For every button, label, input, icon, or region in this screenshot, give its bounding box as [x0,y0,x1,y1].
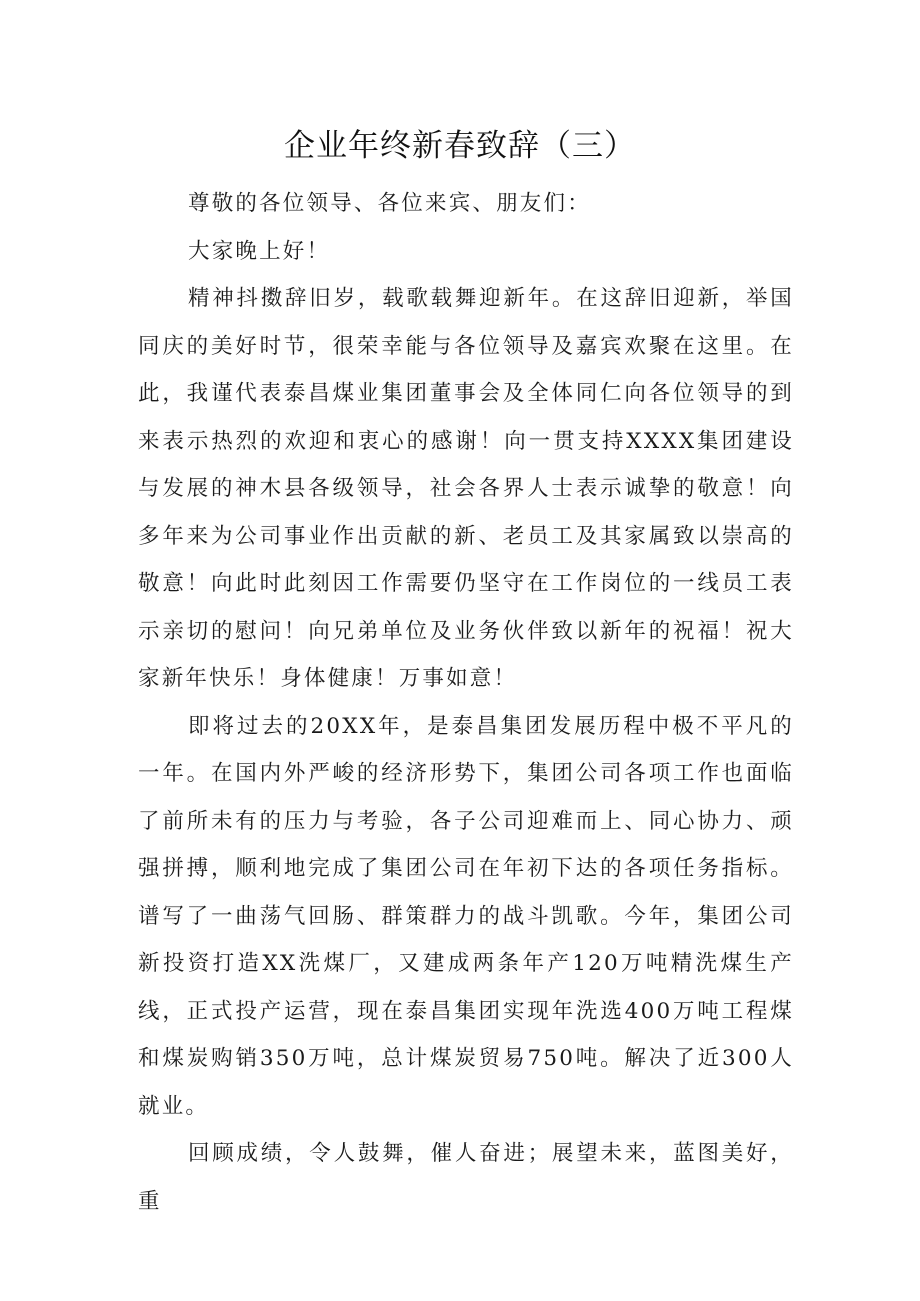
welcome-paragraph: 精神抖擞辞旧岁，载歌载舞迎新年。在这辞旧迎新，举国同庆的美好时节，很荣幸能与各位领导及嘉宾欢聚在这里。在此，我谨代表泰昌煤业集团董事会及全体同仁向各位领导的到来表示热烈的欢迎和衷心的感谢！向一贯支持XXXX集团建设与发展的神木县各级领导，社会各界人士表示诚挚的敬意！向多年来为公司事业作出贡献的新、老员工及其家属致以崇高的敬意！向此时此刻因工作需要仍坚守在工作岗位的一线员工表示亲切的慰问！向兄弟单位及业务伙伴致以新年的祝福！祝大家新年快乐！身体健康！万事如意！ [138,286,794,691]
review-paragraph: 即将过去的20XX年，是泰昌集团发展历程中极不平凡的一年。在国内外严峻的经济形势下，集团公司各项工作也面临了前所未有的压力与考验，各子公司迎难而上、同心协力、顽强拼搏，顺利地完成了集团公司在年初下达的各项任务指标。谱写了一曲荡气回肠、群策群力的战斗凯歌。今年，集团公司新投资打造XX洗煤厂，又建成两条年产120万吨精洗煤生产线，正式投产运营，现在泰昌集团实现年洗选400万吨工程煤和煤炭购销350万吨，总计煤炭贸易750吨。解决了近300人就业。 [138,713,794,1119]
outlook-paragraph: 回顾成绩，令人鼓舞，催人奋进；展望未来，蓝图美好，重 [138,1141,794,1214]
greeting-paragraph: 大家晚上好！ [188,238,331,264]
document-body [138,180,794,1225]
document-title: 企业年终新春致辞（三） [284,128,636,164]
salutation-paragraph: 尊敬的各位领导、各位来宾、朋友们： [188,191,591,216]
